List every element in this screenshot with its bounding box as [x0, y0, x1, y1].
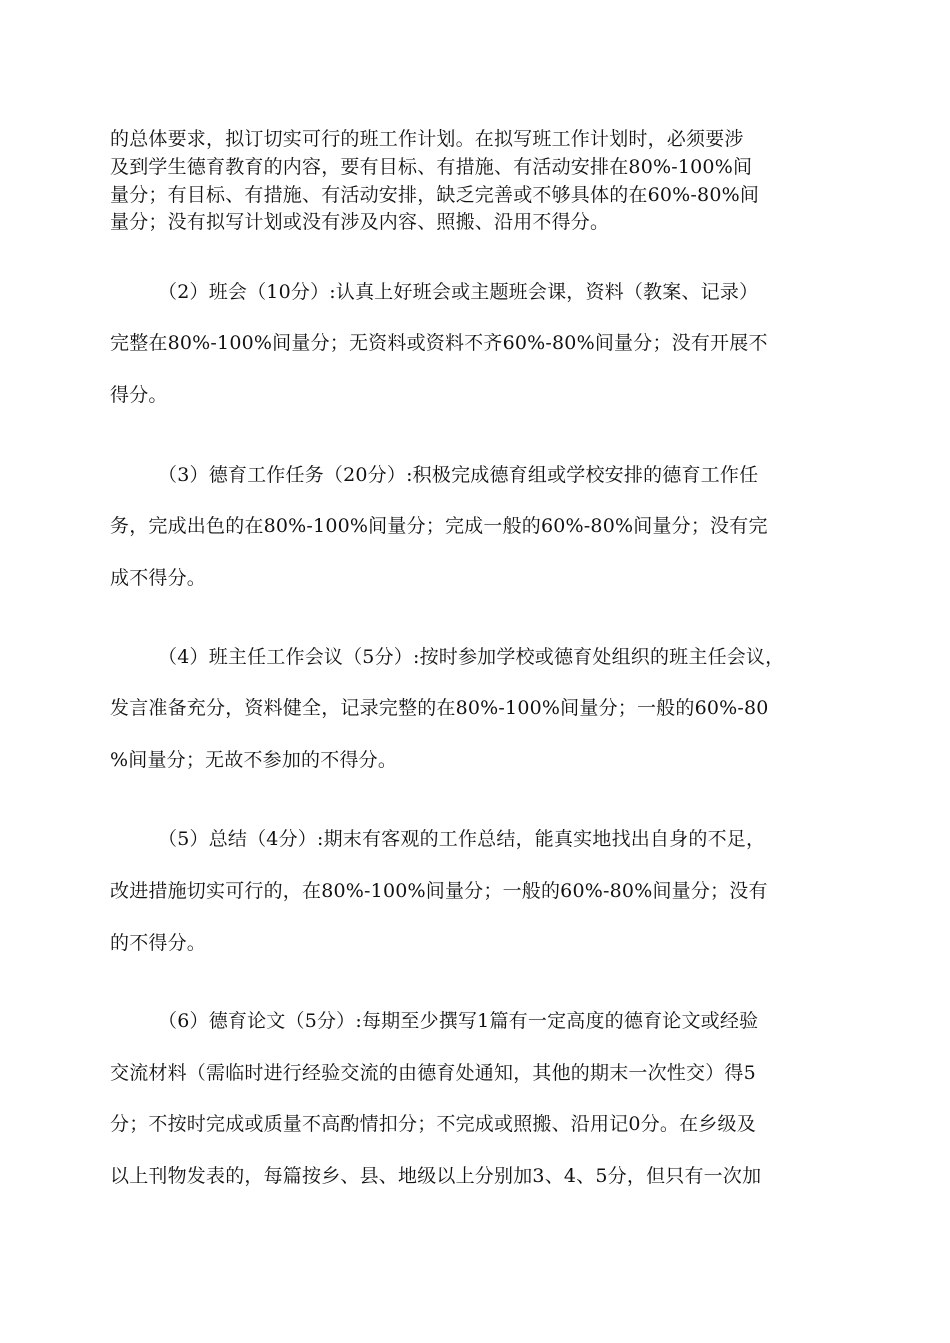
text-line: 交流材料（需临时进行经验交流的由德育处通知，其他的期末一次性交）得5 [110, 1062, 756, 1084]
text-line: 及到学生德育教育的内容，要有目标、有措施、有活动安排在80%-100%间 [110, 156, 753, 178]
text-line: 成不得分。 [110, 567, 207, 589]
text-line: 务，完成出色的在80%-100%间量分；完成一般的60%-80%间量分；没有完 [110, 515, 768, 537]
text-line: 量分；没有拟写计划或没有涉及内容、照搬、沿用不得分。 [110, 211, 610, 233]
text-line: %间量分；无故不参加的不得分。 [110, 749, 398, 771]
text-line: 的不得分。 [110, 932, 207, 954]
text-line: 改进措施切实可行的，在80%-100%间量分；一般的60%-80%间量分；没有 [110, 880, 768, 902]
text-line: 分；不按时完成或质量不高酌情扣分；不完成或照搬、沿用记0分。在乡级及 [110, 1113, 756, 1135]
text-line: （3）德育工作任务（20分）:积极完成德育组或学校安排的德育工作任 [158, 464, 759, 486]
text-line: （6）德育论文（5分）:每期至少撰写1篇有一定高度的德育论文或经验 [158, 1010, 759, 1032]
text-line: 的总体要求，拟订切实可行的班工作计划。在拟写班工作计划时，必须要涉 [110, 128, 744, 150]
text-line: 量分；有目标、有措施、有活动安排，缺乏完善或不够具体的在60%-80%间 [110, 184, 760, 206]
text-line: 完整在80%-100%间量分；无资料或资料不齐60%-80%间量分；没有开展不 [110, 332, 768, 354]
text-line: （2）班会（10分）:认真上好班会或主题班会课，资料（教案、记录） [158, 281, 759, 303]
text-line: 得分。 [110, 384, 168, 406]
text-line: 发言准备充分，资料健全，记录完整的在80%-100%间量分；一般的60%-80 [110, 697, 769, 719]
text-line: （5）总结（4分）:期末有客观的工作总结，能真实地找出自身的不足， [158, 828, 766, 850]
text-line: 以上刊物发表的，每篇按乡、县、地级以上分别加3、4、5分，但只有一次加 [110, 1165, 762, 1187]
text-line: （4）班主任工作会议（5分）:按时参加学校或德育处组织的班主任会议， [158, 646, 785, 668]
